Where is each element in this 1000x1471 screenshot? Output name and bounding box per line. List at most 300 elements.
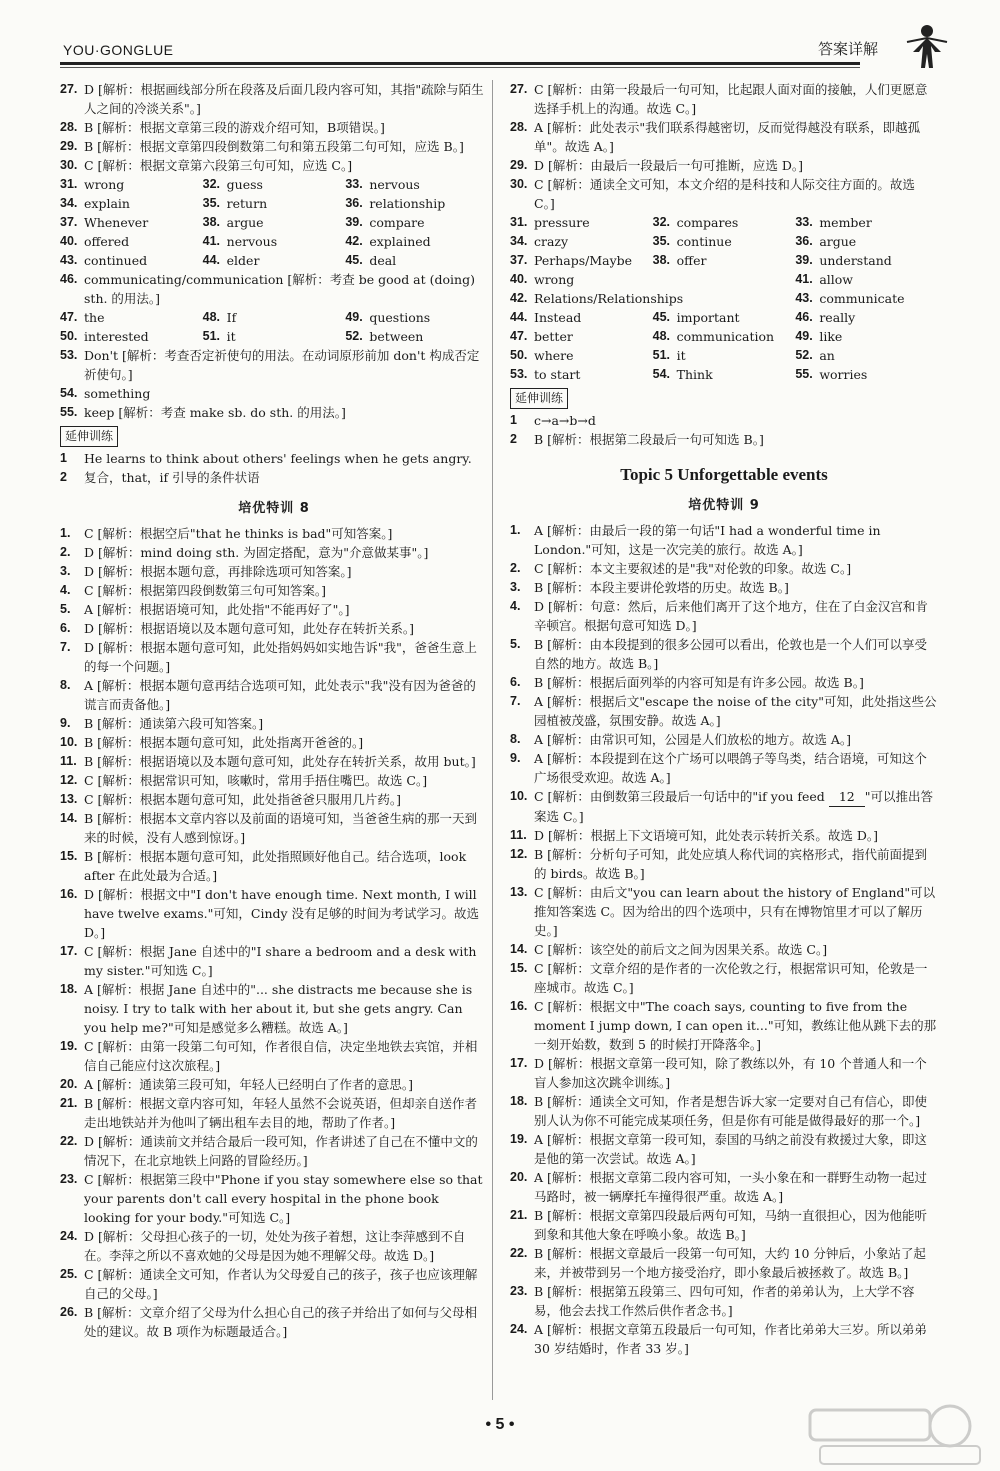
answer-text: C [解析：根据第四段倒数第三句可知答案。] bbox=[84, 583, 327, 598]
answer-number: 51. bbox=[202, 329, 221, 343]
answer-item bbox=[510, 635, 938, 673]
answer-item bbox=[60, 1132, 488, 1170]
left-column bbox=[60, 80, 488, 1341]
answer-text: questions bbox=[369, 310, 431, 325]
answer-text: communication bbox=[676, 329, 775, 344]
answer-number: 8. bbox=[60, 678, 71, 692]
answer-text: C [解析：由第一段第二句可知，作者很自信，决定坐地铁去宾馆，并相信自己能应付这次旅程。] bbox=[84, 1039, 478, 1073]
answer-number: 19. bbox=[510, 1132, 528, 1146]
answer-text: B [解析：分析句子可知，此处应填人称代词的宾格形式，指代前面提到的 birds。故选 B。] bbox=[534, 847, 928, 881]
answer-item bbox=[60, 384, 488, 403]
answer-text: return bbox=[226, 196, 268, 211]
answer-item bbox=[510, 730, 938, 749]
answer-item bbox=[60, 1037, 488, 1075]
answer-text: B [解析：根据文章内容可知，年轻人虽然不会说英语，但却亲自送作者走出地铁站并为他叫了辆出租车去目的地，帮助了作者。] bbox=[84, 1096, 478, 1130]
answer-item bbox=[60, 449, 488, 468]
grid-cell bbox=[510, 289, 795, 308]
answer-number: 41. bbox=[795, 272, 813, 286]
answer-text: C [解析：由第一段最后一句可知，比起跟人面对面的接触，人们更愿意选择手机上的沟通。故选 C。] bbox=[534, 82, 928, 116]
answer-text: like bbox=[819, 329, 843, 344]
answer-number: 13. bbox=[60, 792, 78, 806]
answer-text: D [解析：句意：然后，后来他们离开了这个地方，住在了白金汉宫和肯辛顿宫。根据句意可知选 D。] bbox=[534, 599, 928, 633]
right-blank-grid bbox=[510, 213, 938, 270]
answer-number: 17. bbox=[510, 1056, 528, 1070]
answer-text-part: "可以推出答案选 C。] bbox=[534, 789, 934, 824]
answer-item bbox=[510, 1092, 938, 1130]
right-top-answers bbox=[510, 80, 938, 213]
answer-number: 5. bbox=[60, 602, 71, 616]
answer-item bbox=[60, 468, 488, 487]
extension-label: 延伸训练 bbox=[60, 426, 118, 447]
answer-item bbox=[510, 883, 938, 940]
answer-number: 1. bbox=[60, 526, 71, 540]
answer-text: continue bbox=[676, 234, 732, 249]
answer-text: argue bbox=[819, 234, 857, 249]
answer-text: between bbox=[369, 329, 424, 344]
answer-number: 48. bbox=[202, 310, 221, 324]
watermark-logo bbox=[800, 1400, 990, 1468]
answer-text: B [解析：通读第六段可知答案。] bbox=[84, 716, 264, 731]
answer-item bbox=[60, 790, 488, 809]
answer-number: 30. bbox=[60, 158, 78, 172]
answer-number: 23. bbox=[510, 1284, 528, 1298]
answer-number: 44. bbox=[510, 310, 528, 324]
grid-cell bbox=[795, 289, 938, 308]
answer-item bbox=[60, 1265, 488, 1303]
answer-item bbox=[60, 847, 488, 885]
answer-number: 11. bbox=[60, 754, 77, 768]
section-8-answers bbox=[60, 524, 488, 1341]
answer-number: 18. bbox=[60, 982, 78, 996]
answer-number: 28. bbox=[60, 120, 78, 134]
answer-text: wrong bbox=[534, 272, 575, 287]
answer-text: keep [解析：考查 make sb. do sth. 的用法。] bbox=[84, 405, 346, 420]
grid-cell bbox=[653, 308, 796, 327]
answer-number: 18. bbox=[510, 1094, 528, 1108]
answer-number: 22. bbox=[60, 1134, 78, 1148]
answer-number: 36. bbox=[345, 196, 363, 210]
grid-cell bbox=[795, 327, 938, 346]
answer-text: B [解析：根据文章第四段最后两句可知，马纳一直很担心，因为他能听到象和其他大象在呼唤小象。故选 B。] bbox=[534, 1208, 928, 1242]
answer-number: 40. bbox=[510, 272, 528, 286]
answer-text: an bbox=[819, 348, 835, 363]
grid-cell bbox=[510, 251, 653, 270]
answer-number: 6. bbox=[510, 675, 521, 689]
answer-text: B [解析：本段主要讲伦敦塔的历史。故选 B。] bbox=[534, 580, 789, 595]
answer-item bbox=[60, 1227, 488, 1265]
answer-number: 24. bbox=[510, 1322, 528, 1336]
grid-cell bbox=[510, 346, 653, 365]
answer-number: 14. bbox=[60, 811, 78, 825]
answer-text: A [解析：根据文章第五段最后一句可知，作者比弟弟大三岁。所以弟弟 30 岁结婚时，作者 33 岁。] bbox=[534, 1322, 927, 1356]
grid-cell bbox=[60, 327, 203, 346]
answer-number: 25. bbox=[60, 1267, 78, 1281]
grid-cell bbox=[345, 308, 488, 327]
extension-label: 延伸训练 bbox=[510, 388, 568, 409]
answer-number: 20. bbox=[60, 1077, 78, 1091]
answer-number: 35. bbox=[202, 196, 221, 210]
answer-item bbox=[510, 559, 938, 578]
answer-number: 35. bbox=[652, 234, 671, 248]
answer-number: 12. bbox=[510, 847, 528, 861]
answer-text: C [解析：根据 Jane 自述中的"I share a bedroom and a desk with my sister."可知选 C。] bbox=[84, 944, 477, 978]
answer-item bbox=[60, 600, 488, 619]
answer-number: 1 bbox=[510, 413, 517, 427]
answer-text: elder bbox=[226, 253, 260, 268]
answer-number: 42. bbox=[345, 234, 363, 248]
answer-number: 34. bbox=[510, 234, 528, 248]
answer-text: D [解析：根据文章第一段可知，除了教练以外，有 10 个普通人和一个盲人参加这次跳伞训练。] bbox=[534, 1056, 927, 1090]
answer-number: 15. bbox=[510, 961, 528, 975]
answer-text: continued bbox=[84, 253, 148, 268]
grid-cell bbox=[795, 251, 938, 270]
grid-cell bbox=[653, 232, 796, 251]
answer-item bbox=[510, 521, 938, 559]
answer-text: compares bbox=[676, 215, 739, 230]
grid-cell bbox=[653, 213, 796, 232]
right-blank-grid-2 bbox=[510, 308, 938, 384]
answer-number: 2 bbox=[510, 432, 517, 446]
answer-text: important bbox=[676, 310, 740, 325]
answer-text: C [解析：文章介绍的是作者的一次伦敦之行，根据常识可知，伦敦是一座城市。故选 C。] bbox=[534, 961, 928, 995]
answer-number: 27. bbox=[510, 82, 528, 96]
answer-number: 51. bbox=[652, 348, 671, 362]
answer-number: 1 bbox=[60, 451, 67, 465]
answer-item bbox=[510, 826, 938, 845]
grid-cell bbox=[795, 346, 938, 365]
left-top-answers bbox=[60, 80, 488, 175]
left-extension-answers bbox=[60, 449, 488, 487]
header-rule bbox=[60, 62, 860, 65]
answer-number: 2 bbox=[60, 470, 67, 484]
answer-text: C [解析：根据空后"that he thinks is bad"可知答案。] bbox=[84, 526, 393, 541]
answer-text: A [解析：根据 Jane 自述中的"... she distracts me because she is noisy. I try to talk with her about it, but she gets angry. Can you help me?"可知是感觉多么糟糕。故选 A。] bbox=[84, 982, 473, 1035]
answer-text: A [解析：根据本题句意再结合选项可知，此处表示"我"没有因为爸爸的谎言而责备他。] bbox=[84, 678, 476, 712]
answer-number: 45. bbox=[345, 253, 363, 267]
answer-item bbox=[60, 771, 488, 790]
grid-cell bbox=[510, 365, 653, 384]
grid-cell bbox=[653, 251, 796, 270]
answer-number: 21. bbox=[60, 1096, 78, 1110]
grid-cell bbox=[203, 308, 346, 327]
answer-number: 23. bbox=[60, 1172, 78, 1186]
answer-number: 37. bbox=[60, 215, 78, 229]
answer-number: 26. bbox=[60, 1305, 78, 1319]
answer-item bbox=[60, 1170, 488, 1227]
answer-number: 13. bbox=[510, 885, 528, 899]
answer-item bbox=[60, 714, 488, 733]
answer-item bbox=[510, 597, 938, 635]
answer-item bbox=[510, 749, 938, 787]
answer-number: 32. bbox=[652, 215, 671, 229]
grid-cell bbox=[345, 194, 488, 213]
answer-number: 1. bbox=[510, 523, 521, 537]
answer-number: 2. bbox=[60, 545, 71, 559]
answer-item bbox=[510, 1320, 938, 1358]
answer-number: 11. bbox=[510, 828, 527, 842]
header-title: 答案详解 bbox=[818, 40, 879, 58]
answer-text: crazy bbox=[534, 234, 569, 249]
answer-text: A [解析：本段提到在这个广场可以喂鸽子等鸟类，结合语境，可知这个广场很受欢迎。故选 A。] bbox=[534, 751, 927, 785]
answer-number: 32. bbox=[202, 177, 221, 191]
answer-text: deal bbox=[369, 253, 397, 268]
grid-cell bbox=[203, 251, 346, 270]
answer-text: D [解析：根据本题句意可知，此处指妈妈如实地告诉"我"，爸爸生意上的每一个问题。] bbox=[84, 640, 477, 674]
topic-title: Topic 5 Unforgettable events bbox=[620, 465, 828, 484]
answer-item bbox=[510, 997, 938, 1054]
grid-cell bbox=[345, 327, 488, 346]
answer-number: 53. bbox=[60, 348, 78, 362]
answer-number: 4. bbox=[510, 599, 521, 613]
answer-number: 41. bbox=[202, 234, 221, 248]
answer-number: 8. bbox=[510, 732, 521, 746]
answer-number: 16. bbox=[60, 887, 78, 901]
answer-text: D [解析：根据画线部分所在段落及后面几段内容可知，其指"疏除与陌生人之间的冷淡关系"。] bbox=[84, 82, 484, 116]
answer-number: 43. bbox=[60, 253, 78, 267]
answer-number: 14. bbox=[510, 942, 528, 956]
answer-item bbox=[60, 1303, 488, 1341]
answer-number: 31. bbox=[60, 177, 78, 191]
answer-number: 34. bbox=[60, 196, 78, 210]
answer-number: 30. bbox=[510, 177, 528, 191]
answer-text: B [解析：根据本题句意可知，此处指离开爸爸的。] bbox=[84, 735, 364, 750]
answer-number: 40. bbox=[60, 234, 78, 248]
grid-cell bbox=[510, 308, 653, 327]
answer-number: 47. bbox=[510, 329, 528, 343]
grid-cell bbox=[203, 213, 346, 232]
section-title: 培优特训 8 bbox=[238, 501, 310, 516]
answer-text: A [解析：由最后一段的第一句话"I had a wonderful time in London."可知，这是一次完美的旅行。故选 A。] bbox=[534, 523, 881, 557]
answer-number: 24. bbox=[60, 1229, 78, 1243]
grid-cell bbox=[795, 232, 938, 251]
answer-text: relationship bbox=[369, 196, 446, 211]
answer-number: 2. bbox=[510, 561, 521, 575]
answer-text: A [解析：根据文章第二段内容可知，一头小象在和一群野生动物一起过马路时，被一辆摩托车撞得很严重。故选 A。] bbox=[534, 1170, 927, 1204]
answer-number: 9. bbox=[60, 716, 71, 730]
answer-text: Think bbox=[676, 367, 713, 382]
answer-text: communicating/communication [解析：考查 be good at (doing) sth. 的用法。] bbox=[84, 272, 475, 306]
answer-item bbox=[510, 578, 938, 597]
answer-number: 47. bbox=[60, 310, 78, 324]
answer-text: B [解析：根据文章第四段倒数第二句和第五段第二句可知，应选 B。] bbox=[84, 139, 464, 154]
grid-cell bbox=[60, 213, 203, 232]
grid-cell bbox=[795, 270, 938, 289]
answer-item bbox=[510, 156, 938, 175]
answer-number: 55. bbox=[795, 367, 813, 381]
answer-number: 29. bbox=[60, 139, 78, 153]
answer-item bbox=[510, 118, 938, 156]
grid-cell bbox=[653, 327, 796, 346]
left-tail-answers bbox=[60, 346, 488, 422]
answer-text: 复合，that，if 引导的条件状语 bbox=[84, 470, 260, 485]
answer-text: to start bbox=[534, 367, 581, 382]
answer-text-part: C [解析：由倒数第三段最后一句话中的"if you feed bbox=[534, 789, 829, 804]
blank-number: 12 bbox=[829, 787, 865, 807]
answer-item bbox=[60, 80, 488, 118]
right-pair-row-1 bbox=[510, 270, 938, 289]
answer-item bbox=[510, 175, 938, 213]
answer-text: C [解析：根据第三段中"Phone if you stay somewhere else so that your parents don't call every hospital in the phone book looking for your body."可知选 C。] bbox=[84, 1172, 483, 1225]
answer-text: C [解析：由后文"you can learn about the history of England"可以推知答案选 C。因为给出的四个选项中，只有在博物馆里才可以了解历史。] bbox=[534, 885, 936, 938]
answer-text: allow bbox=[819, 272, 854, 287]
answer-text: D [解析：根据上下文语境可知，此处表示转折关系。故选 D。] bbox=[534, 828, 878, 843]
answer-item bbox=[510, 1054, 938, 1092]
answer-text: nervous bbox=[226, 234, 278, 249]
answer-text: B [解析：根据第二段最后一句可知选 B。] bbox=[534, 432, 764, 447]
answer-text: B [解析：文章介绍了父母为什么担心自己的孩子并给出了如何与父母相处的建议。故 B 项作为标题最适合。] bbox=[84, 1305, 478, 1339]
answer-number: 54. bbox=[60, 386, 78, 400]
answer-item bbox=[510, 430, 938, 449]
answer-text: interested bbox=[84, 329, 149, 344]
answer-number: 28. bbox=[510, 120, 528, 134]
answer-number: 22. bbox=[510, 1246, 528, 1260]
answer-item bbox=[60, 156, 488, 175]
answer-number: 43. bbox=[795, 291, 813, 305]
answer-text: guess bbox=[226, 177, 263, 192]
answer-number: 9. bbox=[510, 751, 521, 765]
answer-item bbox=[60, 619, 488, 638]
answer-text: the bbox=[84, 310, 105, 325]
page-header bbox=[0, 0, 1000, 74]
answer-number: 46. bbox=[795, 310, 813, 324]
answer-text: offer bbox=[676, 253, 707, 268]
answer-text: communicate bbox=[819, 291, 905, 306]
answer-text: Perhaps/Maybe bbox=[534, 253, 633, 268]
answer-text: B [解析：根据本文章内容以及前面的语境可知，当爸爸生病的那一天到来的时候，没有人感到惊讶。] bbox=[84, 811, 478, 845]
grid-cell bbox=[345, 175, 488, 194]
answer-text: If bbox=[226, 310, 237, 325]
answer-text: understand bbox=[819, 253, 892, 268]
answer-item bbox=[510, 845, 938, 883]
answer-text: B [解析：根据文章最后一段第一句可知，大约 10 分钟后，小象站了起来，并被带到另一个地方接受治疗，即小象最后被拯救了。故选 B。] bbox=[534, 1246, 926, 1280]
answer-text: better bbox=[534, 329, 573, 344]
answer-item bbox=[60, 638, 488, 676]
grid-cell bbox=[345, 251, 488, 270]
answer-text: C [解析：根据文中"The coach says, counting to five from the moment I jump down, I can open it..."可知，教练让他从跳下去的那一刻开始数，数到 5 的时候打开降落伞。] bbox=[534, 999, 937, 1052]
answer-number: 10. bbox=[510, 789, 528, 803]
grid-cell bbox=[60, 232, 203, 251]
answer-text: worries bbox=[819, 367, 868, 382]
answer-text: argue bbox=[226, 215, 264, 230]
grid-cell bbox=[510, 327, 653, 346]
answer-text: pressure bbox=[534, 215, 590, 230]
answer-number: 29. bbox=[510, 158, 528, 172]
answer-number: 20. bbox=[510, 1170, 528, 1184]
answer-number: 52. bbox=[345, 329, 363, 343]
answer-number: 19. bbox=[60, 1039, 78, 1053]
answer-number: 53. bbox=[510, 367, 528, 381]
answer-text: A [解析：由常识可知，公园是人们放松的地方。故选 A。] bbox=[534, 732, 852, 747]
grid-cell bbox=[203, 232, 346, 251]
answer-item bbox=[510, 787, 938, 826]
answer-text: D [解析：根据文中"I don't have enough time. Next month, I will have twelve exams."可知，Cindy 没有足够的时间为考试学习。故选 D。] bbox=[84, 887, 480, 940]
answer-text: D [解析：通读前文并结合最后一段可知，作者讲述了自己在不懂中文的情况下，在北京地铁上问路的冒险经历。] bbox=[84, 1134, 478, 1168]
answer-number: 36. bbox=[795, 234, 813, 248]
answer-text: wrong bbox=[84, 177, 125, 192]
answer-number: 54. bbox=[652, 367, 671, 381]
answer-text: D [解析：父母担心孩子的一切，处处为孩子着想，这让李萍感到不自在。李萍之所以不喜欢她的父母是因为她不理解父母。故选 D。] bbox=[84, 1229, 466, 1263]
grid-cell bbox=[345, 213, 488, 232]
answer-text: C [解析：根据本题句意可知，此处指爸爸只服用几片药。] bbox=[84, 792, 402, 807]
answer-number: 50. bbox=[60, 329, 78, 343]
grid-cell bbox=[60, 251, 203, 270]
mascot-icon bbox=[905, 22, 949, 70]
brand-text: YOU·GONGLUE bbox=[63, 42, 174, 58]
answer-number: 15. bbox=[60, 849, 78, 863]
answer-text: C [解析：通读全文可知，作者认为父母爱自己的孩子，孩子也应该理解自己的父母。] bbox=[84, 1267, 478, 1301]
answer-text: B [解析：根据后面列举的内容可知是有许多公园。故选 B。] bbox=[534, 675, 864, 690]
answer-text: D [解析：根据语境以及本题句意可知，此处存在转折关系。] bbox=[84, 621, 414, 636]
answer-number: 4. bbox=[60, 583, 71, 597]
right-pair-row-2 bbox=[510, 289, 938, 308]
answer-text: A [解析：此处表示"我们联系得越密切，反而觉得越没有联系，即越孤单"。故选 A。] bbox=[534, 120, 921, 154]
answer-item bbox=[60, 1075, 488, 1094]
answer-text: Instead bbox=[534, 310, 582, 325]
answer-item bbox=[60, 809, 488, 847]
answer-item bbox=[510, 1282, 938, 1320]
grid-cell bbox=[653, 346, 796, 365]
column-divider bbox=[492, 80, 493, 1400]
answer-text: Relations/Relationships bbox=[534, 291, 684, 306]
grid-cell bbox=[795, 365, 938, 384]
answer-text: A [解析：通读第三段可知，年轻人已经明白了作者的意思。] bbox=[84, 1077, 414, 1092]
answer-item bbox=[60, 118, 488, 137]
answer-number: 39. bbox=[795, 253, 813, 267]
answer-item bbox=[60, 733, 488, 752]
answer-item bbox=[60, 270, 488, 308]
answer-number: 3. bbox=[60, 564, 71, 578]
answer-text: offered bbox=[84, 234, 130, 249]
grid-cell bbox=[203, 194, 346, 213]
answer-text: B [解析：由本段提到的很多公园可以看出，伦敦也是一个人们可以享受自然的地方。故选 B。] bbox=[534, 637, 928, 671]
answer-number: 38. bbox=[202, 215, 221, 229]
answer-item bbox=[510, 1244, 938, 1282]
section-title: 培优特训 9 bbox=[688, 498, 760, 513]
grid-cell bbox=[60, 175, 203, 194]
answer-text: really bbox=[819, 310, 856, 325]
answer-number: 7. bbox=[60, 640, 71, 654]
answer-text: A [解析：根据语境可知，此处指"不能再好了"。] bbox=[84, 602, 350, 617]
grid-cell bbox=[510, 232, 653, 251]
answer-text: B [解析：通读全文可知，作者是想告诉大家一定要对自己有信心，即使别人认为你不可能完成某项任务，但是你有可能是做得最好的那一个。] bbox=[534, 1094, 928, 1128]
answer-number: 16. bbox=[510, 999, 528, 1013]
answer-item bbox=[60, 1094, 488, 1132]
answer-number: 55. bbox=[60, 405, 78, 419]
answer-item bbox=[60, 980, 488, 1037]
page-number: • 5 • bbox=[485, 1416, 515, 1433]
answer-text: it bbox=[676, 348, 686, 363]
answer-item bbox=[60, 885, 488, 942]
answer-text: Whenever bbox=[84, 215, 149, 230]
answer-number: 12. bbox=[60, 773, 78, 787]
answer-number: 5. bbox=[510, 637, 521, 651]
answer-item bbox=[510, 80, 938, 118]
answer-number: 45. bbox=[652, 310, 671, 324]
answer-item bbox=[510, 411, 938, 430]
grid-cell bbox=[510, 213, 653, 232]
grid-cell bbox=[795, 213, 938, 232]
answer-item bbox=[60, 942, 488, 980]
answer-text: member bbox=[819, 215, 872, 230]
answer-text: B [解析：根据本题句意可知，此处指照顾好他自己。结合选项，look after 在此处最为合适。] bbox=[84, 849, 467, 883]
answer-number: 49. bbox=[345, 310, 363, 324]
header-rule-thin bbox=[60, 67, 860, 68]
answer-text: c→a→b→d bbox=[534, 413, 596, 428]
answer-item bbox=[510, 673, 938, 692]
answer-number: 10. bbox=[60, 735, 78, 749]
left-blank-grid-2 bbox=[60, 308, 488, 346]
answer-number: 27. bbox=[60, 82, 78, 96]
